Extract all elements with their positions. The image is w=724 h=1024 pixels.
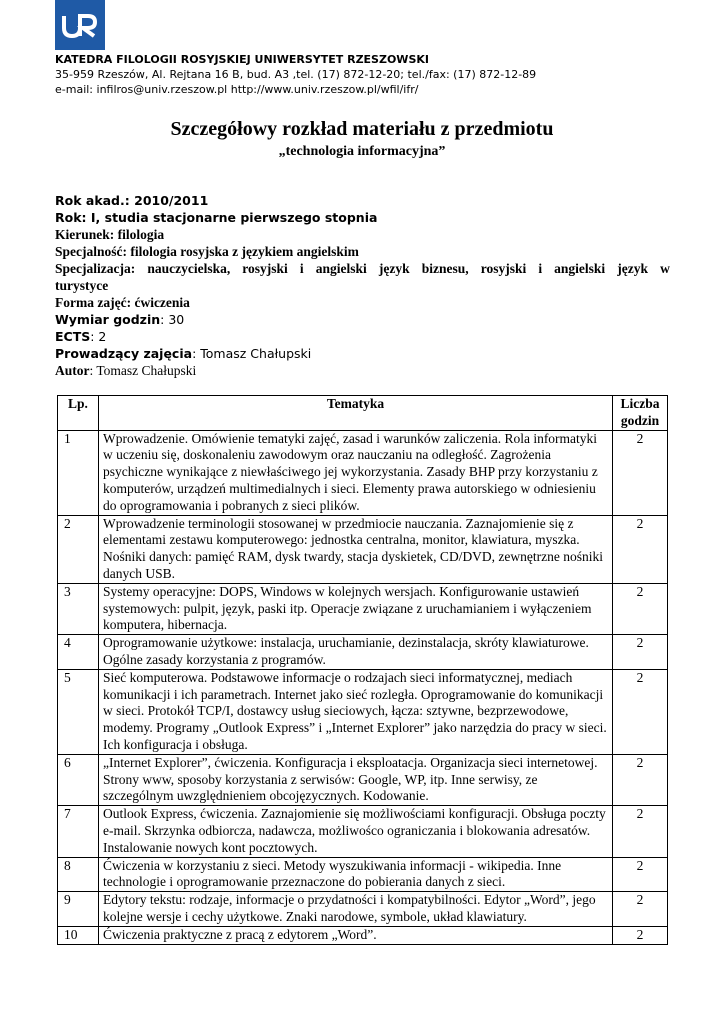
institution-name: KATEDRA FILOLOGII ROSYJSKIEJ UNIWERSYTET RZESZOWSKI [55,53,429,66]
meta-value: I, studia stacjonarne pierwszego stopnia [90,210,378,225]
document-title: Szczegółowy rozkład materiału z przedmiotu [170,118,554,140]
spec-word: rosyjski [242,261,288,276]
institution-address: 35-959 Rzeszów, Al. Rejtana 16 B, bud. A3 ,tel. (17) 872-12-20; tel./fax: (17) 872-12-89 [55,68,537,81]
spec-word: w [660,261,670,276]
meta-value: filologia [117,227,165,242]
meta-value: filologia rosyjska z językiem angielskim [130,244,359,259]
table-row [58,635,668,670]
row-topic: Edytory tekstu: rodzaje, informacje o przydatności i kompatybilności. Edytor „Word”, jego kolejne wersje i cechy użytkowe. Znaki narodowe, symbole, układ klawiatury. [99,892,613,927]
row-topic: Ćwiczenia w korzystaniu z sieci. Metody wyszukiwania informacji - wikipedia. Inne technologie i oprogramowanie przeznaczone do pobierania danych z sieci. [99,857,613,892]
row-lp: 1 [58,430,99,515]
header-hours [613,396,668,431]
meta-label: Kierunek: [55,227,115,242]
meta-label: Autor [55,363,90,378]
row-hours: 2 [613,635,668,670]
logo-icon [55,0,105,50]
meta-specialization [55,260,670,294]
meta-hours [55,311,670,328]
meta-value: : 2 [90,329,107,344]
meta-academic-year [55,192,670,209]
meta-value: 2010/2011 [134,193,209,208]
header-hours-line1: Liczba [620,396,660,411]
table-row [58,583,668,634]
meta-label: Rok akad.: [55,193,130,208]
meta-value: : 30 [160,312,185,327]
syllabus-table [57,395,668,945]
row-hours: 2 [613,669,668,754]
meta-label: Rok: [55,210,87,225]
meta-instructor [55,345,670,362]
institution-contact: e-mail: infilros@univ.rzeszow.pl http://www.univ.rzeszow.pl/wfil/ifr/ [55,83,419,96]
header-lp: Lp. [58,396,99,431]
row-hours: 2 [613,515,668,583]
header-topic: Tematyka [99,396,613,431]
spec-word: język [378,261,410,276]
row-hours: 2 [613,583,668,634]
row-lp: 5 [58,669,99,754]
spec-word: i [538,261,543,276]
row-hours: 2 [613,926,668,944]
table-row [58,892,668,927]
spec-word: i [299,261,304,276]
meta-label: ECTS [55,329,91,344]
table-row [58,430,668,515]
specialization-continuation: turystyce [55,278,109,293]
row-topic: Wprowadzenie. Omówienie tematyki zajęć, zasad i warunków zaliczenia. Rola informatyki w uczeniu się, doskonaleniu zawodowym oraz nauczaniu na odległość. Zagrożenia psychiczne wynikające z niewłaściwego jej wykorzystania. Zasady BHP przy korzystaniu z komputerów, urządzeń multimedialnych i sieci. Elementy prawa autorskiego w odniesieniu do oprogramowania i pobranych z sieci plików. [99,430,613,515]
row-lp: 7 [58,806,99,857]
table-row [58,806,668,857]
meta-label: Prowadzący zajęcia [55,346,193,361]
meta-label: Specjalność: [55,244,127,259]
meta-label: Specjalizacja: [55,261,136,276]
row-hours: 2 [613,857,668,892]
spec-word: biznesu, [421,261,469,276]
row-lp: 8 [58,857,99,892]
course-metadata [55,192,670,379]
row-topic: Ćwiczenia praktyczne z pracą z edytorem „Word”. [99,926,613,944]
table-row [58,669,668,754]
row-hours: 2 [613,892,668,927]
meta-value: : Tomasz Chałupski [192,346,312,361]
table-row [58,926,668,944]
university-logo [55,0,105,50]
meta-year [55,209,670,226]
row-topic: Outlook Express, ćwiczenia. Zaznajomienie się możliwościami konfiguracji. Obsługa poczty e-mail. Skrzynka odbiorcza, nadawcza, możliwośco ograniczania i blokowania adresatów. Instalowanie nowych kont pocztowych. [99,806,613,857]
table-row [58,515,668,583]
row-topic: Oprogramowanie użytkowe: instalacja, uruchamianie, dezinstalacja, skróty klawiaturowe. Ogólne zasady korzystania z programów. [99,635,613,670]
specialization-line [55,260,670,277]
meta-label: Forma zajęć: [55,295,132,310]
table-row [58,857,668,892]
row-topic: Sieć komputerowa. Podstawowe informacje o rodzajach sieci informatycznej, mediach komunikacji i ich parametrach. Internet jako sieć rozległa. Oprogramowanie do komunikacji w sieci. Protokół TCP/I, dostawcy usług sieciowych, łącza: sztywne, bezprzewodowe, modemy. Programy „Outlook Express” i „Internet Explorer” jako narzędzia do pracy w sieci. Ich konfiguracja i obsługa. [99,669,613,754]
meta-label: Wymiar godzin [55,312,161,327]
document-subtitle: „technologia informacyjna” [278,144,446,159]
meta-value: : Tomasz Chałupski [89,363,197,378]
header-hours-line2: godzin [620,412,660,428]
spec-word: angielski [554,261,606,276]
row-topic: Systemy operacyjne: DOPS, Windows w kolejnych wersjach. Konfigurowanie ustawień systemowych: pulpit, język, paski itp. Operacje związane z uruchamianiem i wyłączeniem komputera, hibernacja. [99,583,613,634]
table-header-row [58,396,668,431]
row-hours: 2 [613,754,668,805]
row-lp: 3 [58,583,99,634]
row-lp: 9 [58,892,99,927]
meta-author [55,362,670,379]
table-row [58,754,668,805]
row-lp: 2 [58,515,99,583]
institution-header [55,52,695,97]
row-hours: 2 [613,806,668,857]
spec-word: angielski [315,261,367,276]
meta-ects [55,328,670,345]
row-lp: 4 [58,635,99,670]
spec-word: rosyjski [480,261,527,276]
row-topic: Wprowadzenie terminologii stosowanej w przedmiocie nauczania. Zaznajomienie się z elementami zestawu komputerowego: jednostka centralna, monitor, klawiatura, myszka. Nośniki danych: pamięć RAM, dysk twardy, stacja dyskietek, CD/DVD, zewnętrzne nośniki danych USB. [99,515,613,583]
spec-word: nauczycielska, [147,261,231,276]
meta-field [55,226,670,243]
row-topic: „Internet Explorer”, ćwiczenia. Konfiguracja i eksploatacja. Organizacja sieci internetowej. Strony www, sposoby korzystania z serwisów: Google, WP, itp. Inne serwisy, ze szczególnym uwzględnieniem obcojęzycznych. Kodowanie. [99,754,613,805]
meta-speciality [55,243,670,260]
row-lp: 10 [58,926,99,944]
spec-word: język [617,261,649,276]
meta-value: ćwiczenia [134,295,190,310]
meta-class-form [55,294,670,311]
row-lp: 6 [58,754,99,805]
row-hours: 2 [613,430,668,515]
